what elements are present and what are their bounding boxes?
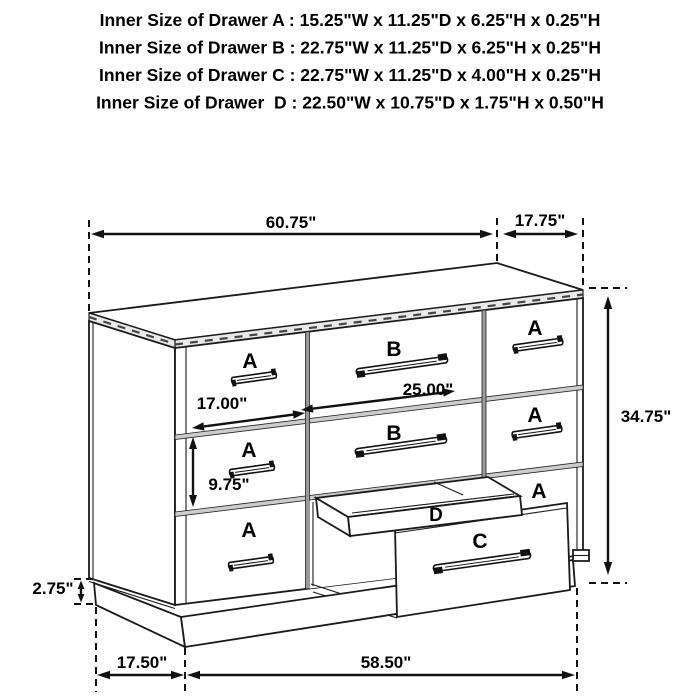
side-bracket [573,550,589,561]
spec-line-c: Inner Size of Drawer C : 22.75"W x 11.25"D x 4.00"H x 0.25"H [98,65,602,85]
dresser-drawing [89,263,589,647]
label-drawer-a2-right: A [527,404,543,427]
dresser-left-face [89,321,175,605]
spec-line-a: Inner Size of Drawer A : 15.25"W x 11.25"D x 6.25"H x 0.25"H [99,10,601,30]
dim-base-depth [97,653,184,679]
dim-text-base-width: 58.50" [360,653,412,672]
dim-base-height [32,579,84,603]
label-drawer-a1-left: A [242,350,258,373]
dim-top-width [91,213,493,238]
spec-line-d: Inner Size of Drawer D : 22.50"W x 10.75"D x 1.75"H x 0.50"H [96,92,604,113]
label-drawer-b1: B [386,338,402,361]
dim-text-top-width: 60.75" [265,213,317,232]
dim-top-depth [503,211,578,238]
label-drawer-a1-right: A [527,317,543,340]
header-spec-text [96,10,604,113]
dim-text-drawer-b-width: 25.00" [402,380,454,399]
dim-overall-height [604,296,672,575]
column-divider-left [306,332,310,590]
label-drawer-c: C [472,530,488,553]
dim-text-base-height: 2.75" [32,579,74,598]
dim-text-base-depth: 17.50" [116,653,168,672]
label-drawer-a3-left: A [241,519,257,542]
label-drawer-b2: B [386,422,402,445]
label-drawer-a2-left: A [241,439,257,462]
dim-text-top-depth: 17.75" [514,211,566,230]
dim-text-drawer-a-height: 9.75" [208,475,250,494]
dim-base-width [187,653,575,679]
dim-text-drawer-a-width: 17.00" [196,394,248,413]
label-drawer-d: D [429,505,443,526]
label-drawer-a3-right: A [531,480,547,503]
dim-text-overall-height: 34.75" [620,407,672,426]
spec-line-b: Inner Size of Drawer B : 22.75"W x 11.25"D x 6.25"H x 0.25"H [98,37,602,58]
